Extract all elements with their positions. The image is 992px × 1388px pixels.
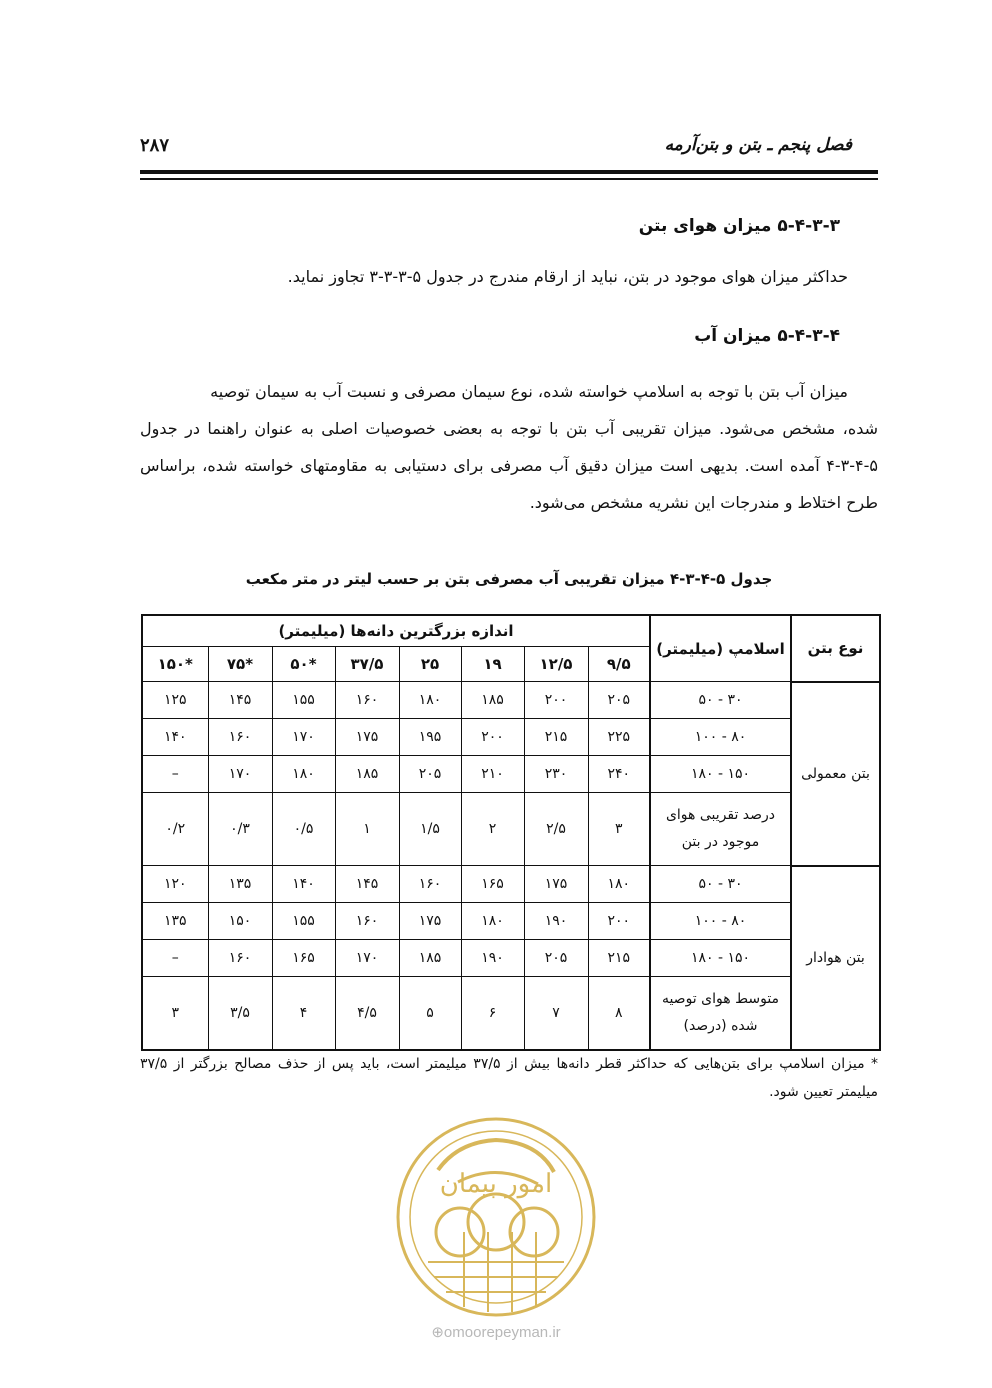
value-cell: ۰/۲ — [142, 793, 208, 866]
table-row — [142, 977, 880, 1051]
value-cell: ۱۲۰ — [142, 866, 208, 903]
size-header-cell: ۲۵ — [399, 647, 461, 682]
value-cell: ۱۴۵ — [208, 682, 272, 719]
table-caption: جدول ۵-۴-۳-۴ میزان تقریبی آب مصرفی بتن بر حسب لیتر در متر مکعب — [245, 570, 773, 588]
value-cell: ۲۱۰ — [461, 756, 524, 793]
size-header-cell: *۷۵ — [208, 647, 272, 682]
omoorepeyman-seal-logo — [388, 1112, 604, 1322]
value-cell: ۴ — [272, 977, 335, 1051]
value-cell: ۱۶۰ — [399, 866, 461, 903]
value-cell: ۱۵۰ — [208, 903, 272, 940]
air-description-cell — [650, 793, 791, 866]
section-heading-water: ۵-۴-۳-۴ میزان آب — [694, 326, 840, 346]
value-cell: ۱۷۰ — [272, 719, 335, 756]
value-cell: ۱۵۵ — [272, 903, 335, 940]
value-cell: ۲۱۵ — [588, 940, 650, 977]
table-row — [142, 940, 880, 977]
air-description-line: درصد تقریبی هوای — [665, 807, 776, 823]
value-cell: ۱۶۵ — [461, 866, 524, 903]
value-cell: ۱۸۰ — [399, 682, 461, 719]
watermark-url-text: omoorepeyman.ir — [443, 1324, 561, 1341]
value-cell: ۰/۵ — [272, 793, 335, 866]
value-cell: ۲۰۰ — [524, 682, 588, 719]
slump-cell: ۸۰ - ۱۰۰ — [650, 719, 791, 756]
value-cell: ۴/۵ — [335, 977, 399, 1051]
air-description-line: موجود در بتن — [681, 834, 760, 850]
header-concrete-type: نوع بتن — [791, 615, 880, 682]
section-heading-air: ۵-۴-۳-۳ میزان هوای بتن — [638, 216, 840, 236]
value-cell: ۱۳۵ — [142, 903, 208, 940]
size-header-cell: ۱۹ — [461, 647, 524, 682]
size-header-cell: ۱۲/۵ — [524, 647, 588, 682]
water-content-table — [141, 614, 881, 1051]
value-cell: ۲۲۵ — [588, 719, 650, 756]
section-text-water — [140, 373, 878, 521]
value-cell: ۱۷۰ — [208, 756, 272, 793]
value-cell: ۱۵۵ — [272, 682, 335, 719]
value-cell: ۱۴۰ — [142, 719, 208, 756]
slump-cell: ۸۰ - ۱۰۰ — [650, 903, 791, 940]
size-header-cell: ۳۷/۵ — [335, 647, 399, 682]
value-cell: ۱۷۰ — [335, 940, 399, 977]
value-cell: ۱۶۰ — [208, 719, 272, 756]
header-rule-thin — [140, 178, 878, 180]
value-cell: ۲۰۵ — [524, 940, 588, 977]
value-cell: ۱۸۵ — [461, 682, 524, 719]
size-header-cell: ۹/۵ — [588, 647, 650, 682]
slump-cell: ۳۰ - ۵۰ — [650, 682, 791, 719]
value-cell: ۲۴۰ — [588, 756, 650, 793]
table-row — [142, 793, 880, 866]
value-cell: ۱۸۰ — [588, 866, 650, 903]
chapter-title: فصل پنجم ـ بتن و بتن‌آرمه — [664, 135, 852, 155]
value-cell: ۱۴۵ — [335, 866, 399, 903]
value-cell: ۱۸۵ — [335, 756, 399, 793]
slump-cell: ۱۵۰ - ۱۸۰ — [650, 756, 791, 793]
value-cell: ۳ — [588, 793, 650, 866]
value-cell: ۱۷۵ — [335, 719, 399, 756]
globe-icon: ⊕ — [431, 1324, 444, 1341]
value-cell: ۱۹۰ — [524, 903, 588, 940]
header-rule-thick — [140, 170, 878, 174]
value-cell: ۱۴۰ — [272, 866, 335, 903]
value-cell: ۱۹۵ — [399, 719, 461, 756]
value-cell: ۷ — [524, 977, 588, 1051]
section-text-water-rest: شده، مشخص می‌شود. میزان تقریبی آب بتن با توجه به بعضی خصوصیات اصلی به عنوان راهنما در جدول ۵-۴-۳-۴ آمده است. بدیهی است میزان دقیق آب مصرفی برای دستیابی به مقاومتهای خواسته شده، براساس طرح اختلاط و مندرجات این نشریه مشخص می‌شود. — [140, 419, 878, 512]
value-cell: ۲۰۰ — [588, 903, 650, 940]
value-cell: ۱۶۰ — [335, 903, 399, 940]
size-header-cell: *۵۰ — [272, 647, 335, 682]
concrete-type-cell: بتن معمولی — [791, 682, 880, 866]
value-cell: ۰/۳ — [208, 793, 272, 866]
value-cell: ۱۸۰ — [461, 903, 524, 940]
value-cell: ۳ — [142, 977, 208, 1051]
page-header — [140, 128, 852, 162]
table-footnote: * میزان اسلامپ برای بتن‌هایی که حداکثر قطر دانه‌ها بیش از ۳۷/۵ میلیمتر است، باید پس از حذف مصالح بزرگتر از ۳۷/۵ میلیمتر تعیین شود. — [140, 1056, 878, 1100]
value-cell: – — [142, 756, 208, 793]
value-cell: ۳/۵ — [208, 977, 272, 1051]
value-cell: ۱۶۰ — [335, 682, 399, 719]
value-cell: ۲۱۵ — [524, 719, 588, 756]
header-aggregate-size: اندازه بزرگترین دانه‌ها (میلیمتر) — [142, 615, 650, 647]
section-text-air: حداکثر میزان هوای موجود در بتن، نباید از ارقام مندرج در جدول ۵-۳-۳-۳ تجاوز نماید. — [287, 267, 848, 286]
value-cell: ۱۹۰ — [461, 940, 524, 977]
slump-cell: ۱۵۰ - ۱۸۰ — [650, 940, 791, 977]
air-description-line: شده (درصد) — [683, 1018, 758, 1034]
concrete-type-cell: بتن هوادار — [791, 866, 880, 1051]
value-cell: ۱۷۵ — [524, 866, 588, 903]
value-cell: ۱ — [335, 793, 399, 866]
table-row — [142, 682, 880, 719]
value-cell: ۲ — [461, 793, 524, 866]
watermark-url — [0, 1323, 992, 1341]
slump-cell: ۳۰ - ۵۰ — [650, 866, 791, 903]
value-cell: ۲۰۵ — [399, 756, 461, 793]
value-cell: ۱/۵ — [399, 793, 461, 866]
page-number: ۲۸۷ — [140, 134, 170, 156]
value-cell: ۱۸۰ — [272, 756, 335, 793]
size-header-cell: *۱۵۰ — [142, 647, 208, 682]
value-cell: ۱۸۵ — [399, 940, 461, 977]
air-description-cell — [650, 977, 791, 1051]
value-cell: ۵ — [399, 977, 461, 1051]
value-cell: ۸ — [588, 977, 650, 1051]
value-cell: ۲۰۵ — [588, 682, 650, 719]
value-cell: ۱۶۵ — [272, 940, 335, 977]
value-cell: ۱۶۰ — [208, 940, 272, 977]
air-description-line: متوسط هوای توصیه — [661, 991, 780, 1007]
table-row — [142, 866, 880, 903]
seal-logo-text: امور پیمان — [439, 1169, 553, 1199]
value-cell: ۶ — [461, 977, 524, 1051]
value-cell: ۱۳۵ — [208, 866, 272, 903]
value-cell: – — [142, 940, 208, 977]
table-row — [142, 903, 880, 940]
value-cell: ۱۲۵ — [142, 682, 208, 719]
table-row — [142, 756, 880, 793]
value-cell: ۲/۵ — [524, 793, 588, 866]
table-row — [142, 719, 880, 756]
header-slump: اسلامپ (میلیمتر) — [650, 615, 791, 682]
value-cell: ۲۳۰ — [524, 756, 588, 793]
value-cell: ۲۰۰ — [461, 719, 524, 756]
value-cell: ۱۷۵ — [399, 903, 461, 940]
section-text-water-line1: میزان آب بتن با توجه به اسلامپ خواسته شده، نوع سیمان مصرفی و نسبت آب به سیمان توصیه — [210, 382, 848, 401]
